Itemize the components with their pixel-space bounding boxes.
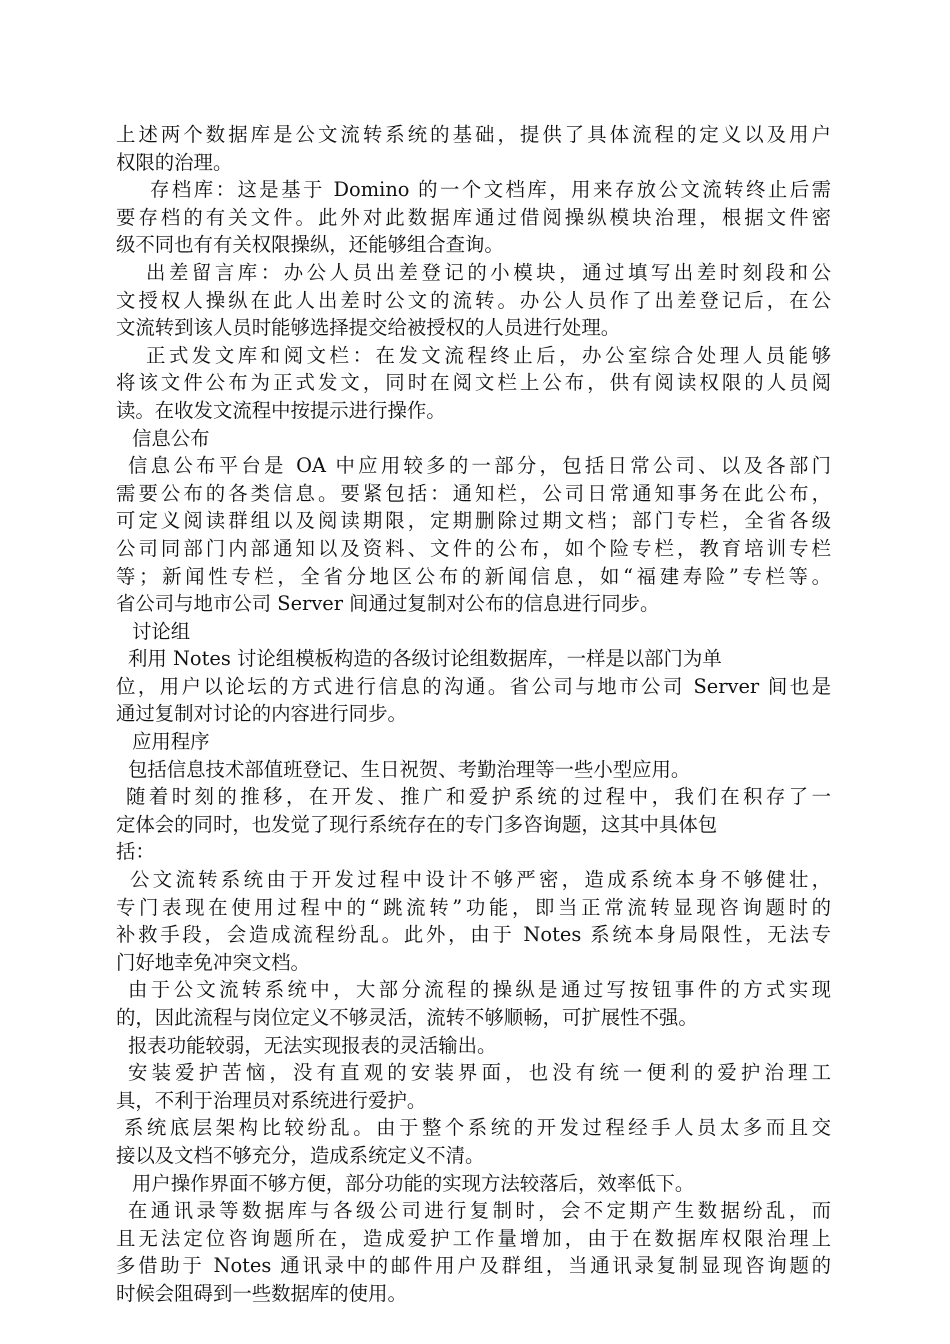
- text-line: 括：: [116, 840, 155, 864]
- text-line: 用户操作界面不够方便，部分功能的实现方法较落后，效率低下。: [132, 1171, 695, 1195]
- text-line: 级不同也有有关权限操纵，还能够组合查询。: [116, 233, 504, 257]
- text-line: 门好地幸免冲突文档。: [116, 950, 310, 974]
- text-line: 上述两个数据库是公文流转系统的基础，提供了具体流程的定义以及用户: [116, 123, 831, 146]
- text-line: 可定义阅读群组以及阅读期限，定期删除过期文档；部门专栏，全省各级: [116, 509, 831, 533]
- text-line: 时候会阻碍到一些数据库的使用。: [116, 1281, 407, 1305]
- text-line: 权限的治理。: [116, 150, 233, 174]
- text-line: 省公司与地市公司 Server 间通过复制对公布的信息进行同步。: [116, 592, 660, 616]
- text-line: 需要公布的各类信息。要紧包括：通知栏，公司日常通知事务在此公布，: [116, 481, 831, 505]
- text-line: 定体会的同时，也发觉了现行系统存在的专门多咨询题，这其中具体包: [116, 812, 718, 836]
- text-line: 信息公布平台是 OA 中应用较多的一部分，包括日常公司、以及各部门: [128, 454, 831, 478]
- text-line: 通过复制对讨论的内容进行同步。: [116, 702, 407, 726]
- text-line: 随着时刻的推移，在开发、推广和爱护系统的过程中，我们在积存了一: [126, 785, 831, 809]
- text-line: 公司同部门内部通知以及资料、文件的公布，如个险专栏，教育培训专栏: [116, 536, 831, 560]
- text-line: 要存档的有关文件。此外对此数据库通过借阅操纵模块治理，根据文件密: [116, 205, 831, 229]
- text-line: 读。在收发文流程中按提示进行操作。: [116, 398, 446, 422]
- text-line: 系统底层架构比较纷乱。由于整个系统的开发过程经手人员太多而且交: [124, 1116, 831, 1140]
- text-line: 由于公文流转系统中，大部分流程的操纵是通过写按钮事件的方式实现: [128, 978, 831, 1002]
- document-body: [116, 121, 831, 1308]
- text-line: 利用 Notes 讨论组模板构造的各级讨论组数据库，一样是以部门为单: [128, 647, 722, 671]
- text-line: 多借助于 Notes 通讯录中的邮件用户及群组，当通讯录复制显现咨询题的: [116, 1254, 831, 1278]
- text-line: 接以及文档不够充分，造成系统定义不清。: [116, 1143, 485, 1167]
- text-line: 安装爱护苦恼，没有直观的安装界面，也没有统一便利的爱护治理工: [128, 1061, 831, 1085]
- text-line: 等；新闻性专栏，全省分地区公布的新闻信息，如“福建寿险”专栏等。: [116, 564, 831, 588]
- text-line: 公文流转系统由于开发过程中设计不够严密，造成系统本身不够健壮，: [130, 868, 831, 892]
- section-heading: 应用程序: [132, 730, 210, 754]
- section-heading: 讨论组: [132, 619, 191, 643]
- text-line: 报表功能较弱，无法实现报表的灵活输出。: [128, 1033, 497, 1057]
- text-line: 具，不利于治理员对系统进行爱护。: [116, 1088, 427, 1112]
- text-line: 位，用户以论坛的方式进行信息的沟通。省公司与地市公司 Server 间也是: [116, 674, 831, 698]
- text-line: 将该文件公布为正式发文，同时在阅文栏上公布，供有阅读权限的人员阅: [116, 371, 831, 395]
- text-line: 文授权人操纵在此人出差时公文的流转。办公人员作了出差登记后，在公: [116, 288, 831, 312]
- text-line: 文流转到该人员时能够选择提交给被授权的人员进行处理。: [116, 316, 621, 340]
- text-line: 在通讯录等数据库与各级公司进行复制时，会不定期产生数据纷乱，而: [128, 1199, 831, 1223]
- text-line: 的，因此流程与岗位定义不够灵活，流转不够顺畅，可扩展性不强。: [116, 1006, 698, 1029]
- text-line: 专门表现在使用过程中的“跳流转”功能，即当正常流转显现咨询题时的: [116, 895, 831, 919]
- text-line: 出差留言库：办公人员出差登记的小模块，通过填写出差时刻段和公: [146, 260, 831, 284]
- text-line: 包括信息技术部值班登记、生日祝贺、考勤治理等一些小型应用。: [128, 757, 691, 781]
- text-line: 正式发文库和阅文栏：在发文流程终止后，办公室综合处理人员能够: [146, 343, 831, 367]
- text-line: 且无法定位咨询题所在，造成爱护工作量增加，由于在数据库权限治理上: [116, 1226, 831, 1250]
- section-heading: 信息公布: [132, 426, 210, 450]
- text-line: 存档库：这是基于 Domino 的一个文档库，用来存放公文流转终止后需: [150, 178, 831, 202]
- text-line: 补救手段，会造成流程纷乱。此外，由于 Notes 系统本身局限性，无法专: [116, 923, 831, 947]
